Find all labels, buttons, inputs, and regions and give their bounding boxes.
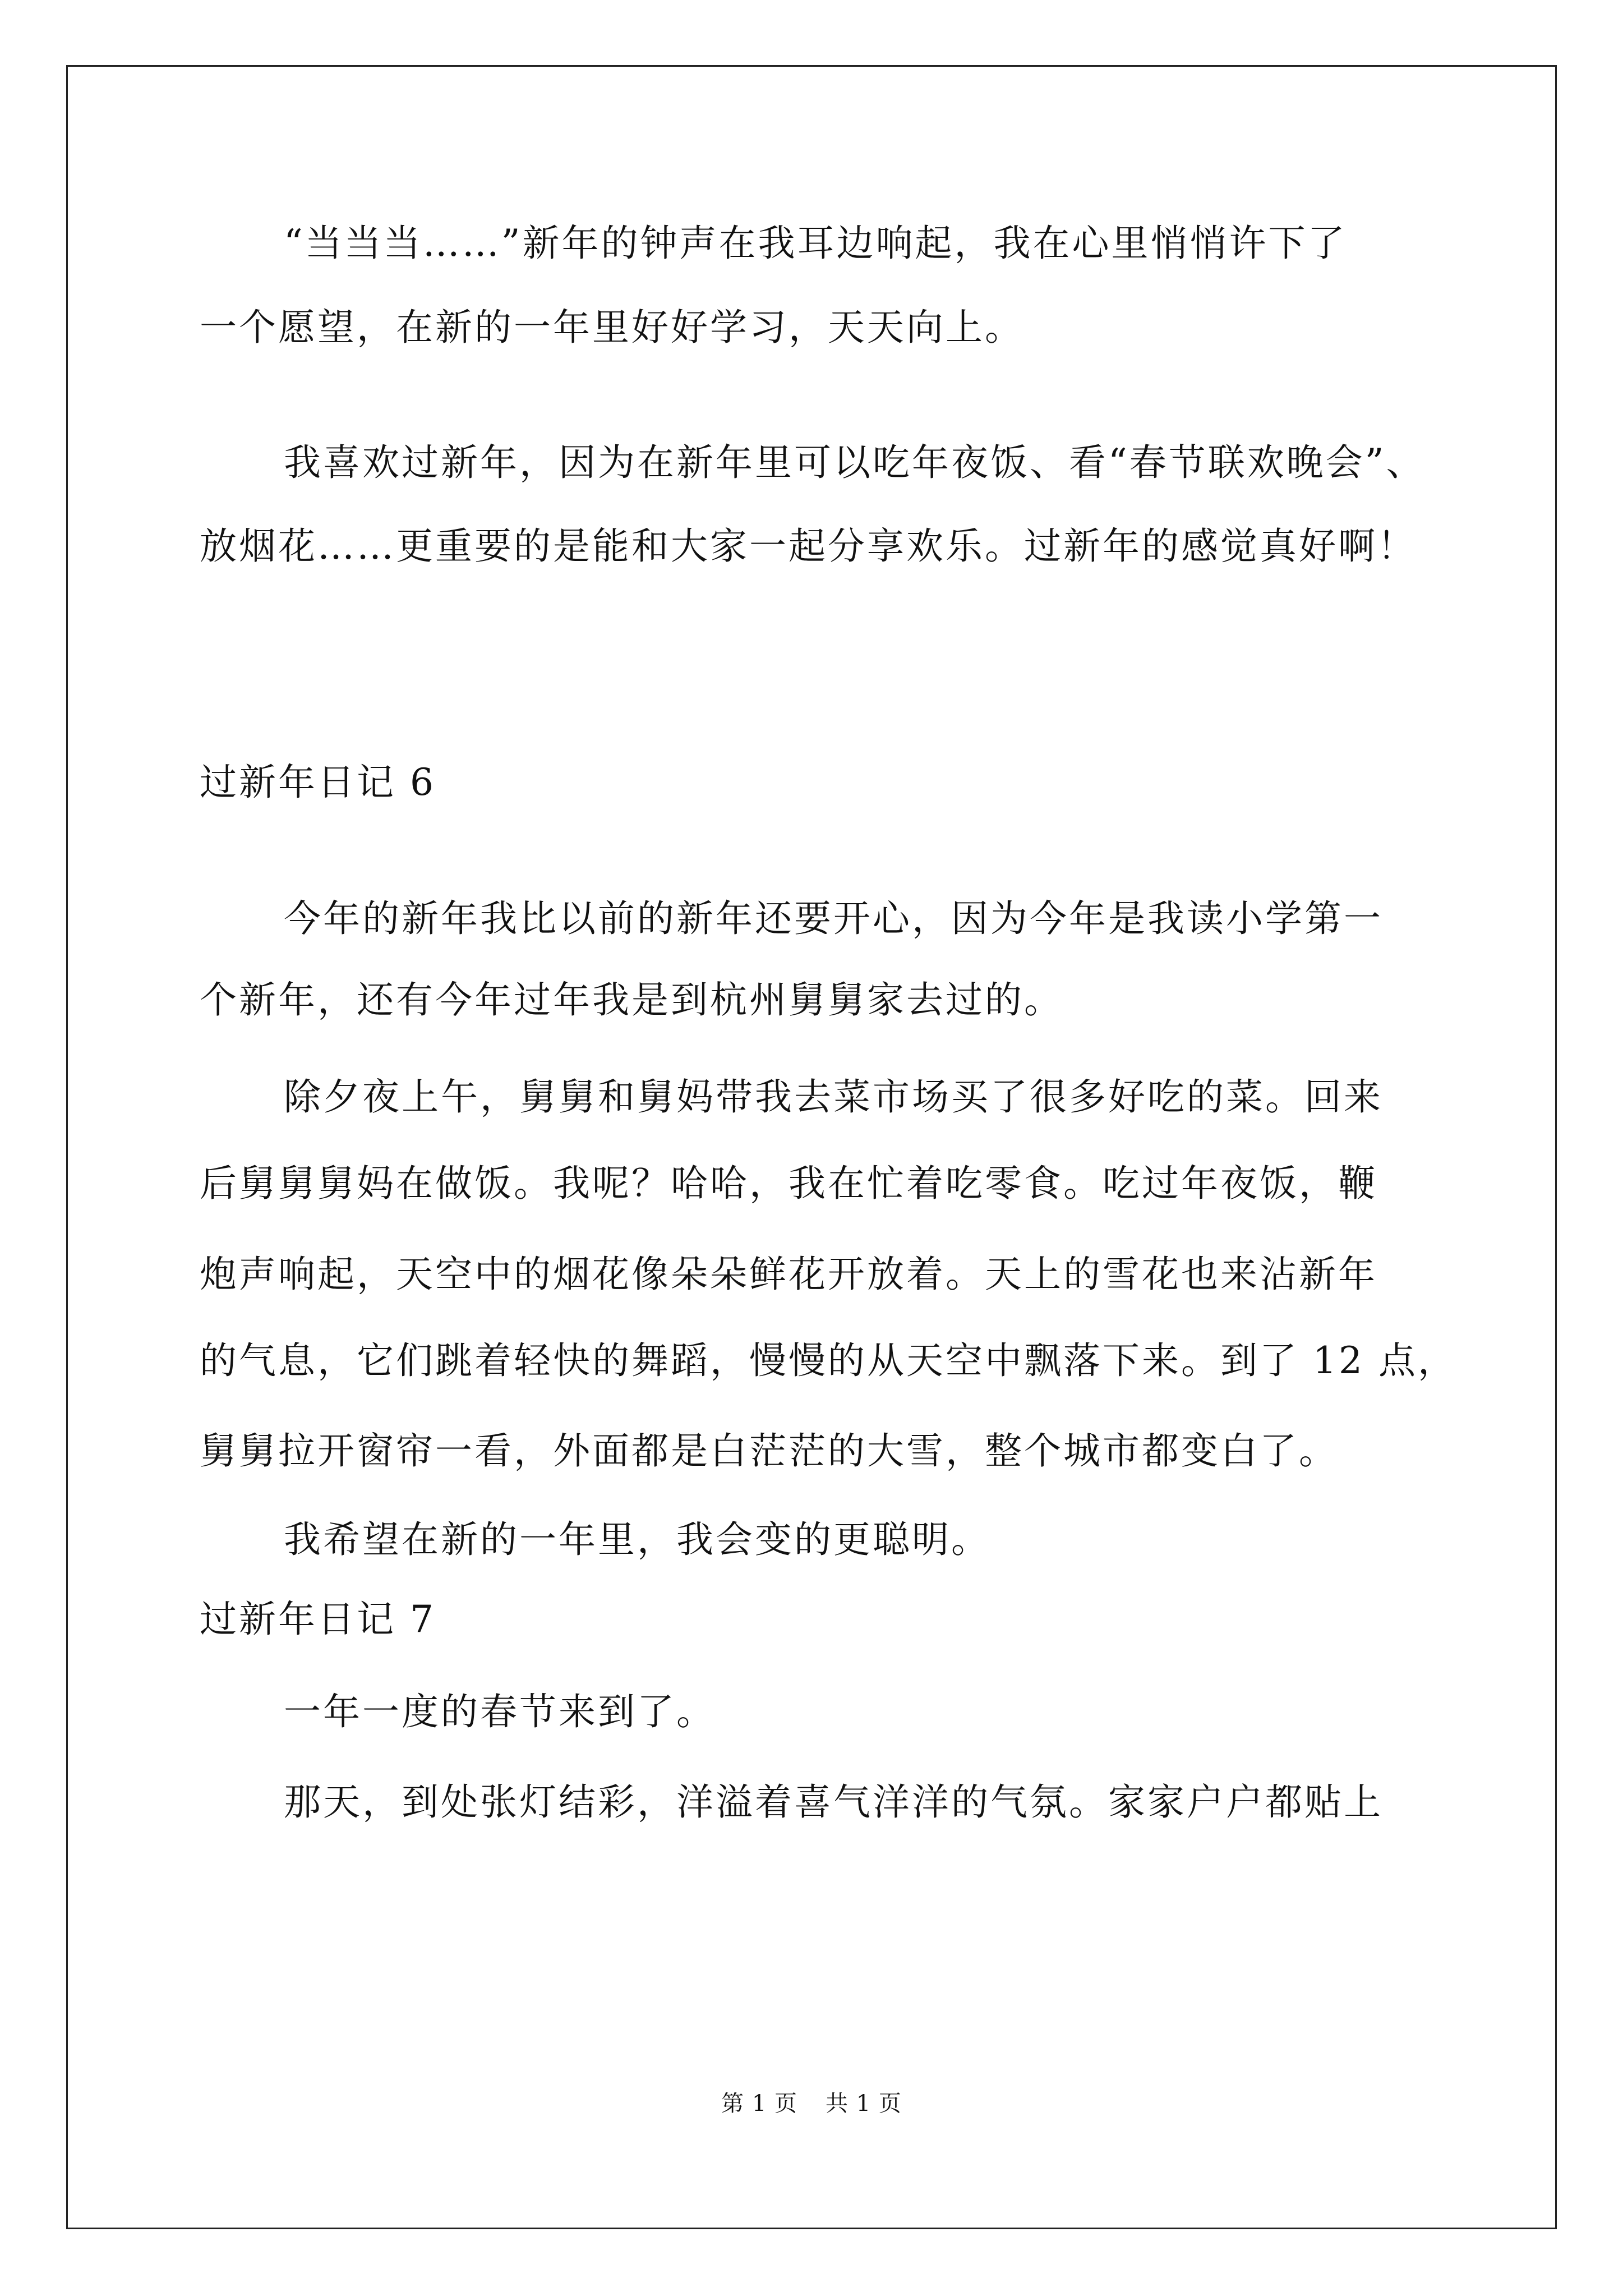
section-heading: 过新年日记 6 [200, 761, 436, 804]
text-line: 放烟花……更重要的是能和大家一起分享欢乐。过新年的感觉真好啊！ [200, 524, 1417, 568]
section-heading: 过新年日记 7 [200, 1598, 436, 1641]
text-line: 那天，到处张灯结彩，洋溢着喜气洋洋的气氛。家家户户都贴上 [284, 1780, 1383, 1824]
page-border [66, 65, 1557, 2229]
text-line: 一年一度的春节来到了。 [284, 1690, 716, 1733]
text-line: 一个愿望，在新的一年里好好学习，天天向上。 [200, 306, 1024, 349]
text-line: 我希望在新的一年里，我会变的更聪明。 [284, 1518, 990, 1561]
text-line: “当当当……”新年的钟声在我耳边响起，我在心里悄悄许下了 [284, 222, 1347, 265]
page-footer [0, 2087, 1623, 2120]
text-line: 的气息，它们跳着轻快的舞蹈，慢慢的从天空中飘落下来。到了 12 点， [200, 1339, 1457, 1382]
text-line: 舅舅拉开窗帘一看，外面都是白茫茫的大雪，整个城市都变白了。 [200, 1429, 1338, 1473]
text-line: 炮声响起，天空中的烟花像朵朵鲜花开放着。天上的雪花也来沾新年 [200, 1253, 1377, 1296]
text-line: 个新年，还有今年过年我是到杭州舅舅家去过的。 [200, 978, 1063, 1022]
page-total: 共 1 页 [826, 2091, 902, 2116]
page-number: 第 1 页 [721, 2091, 797, 2116]
text-line: 今年的新年我比以前的新年还要开心，因为今年是我读小学第一 [284, 897, 1383, 940]
text-line: 除夕夜上午，舅舅和舅妈带我去菜市场买了很多好吃的菜。回来 [284, 1075, 1383, 1119]
text-line: 我喜欢过新年，因为在新年里可以吃年夜饭、看“春节联欢晚会”、 [284, 441, 1426, 484]
text-line: 后舅舅舅妈在做饭。我呢？哈哈，我在忙着吃零食。吃过年夜饭，鞭 [200, 1162, 1377, 1205]
